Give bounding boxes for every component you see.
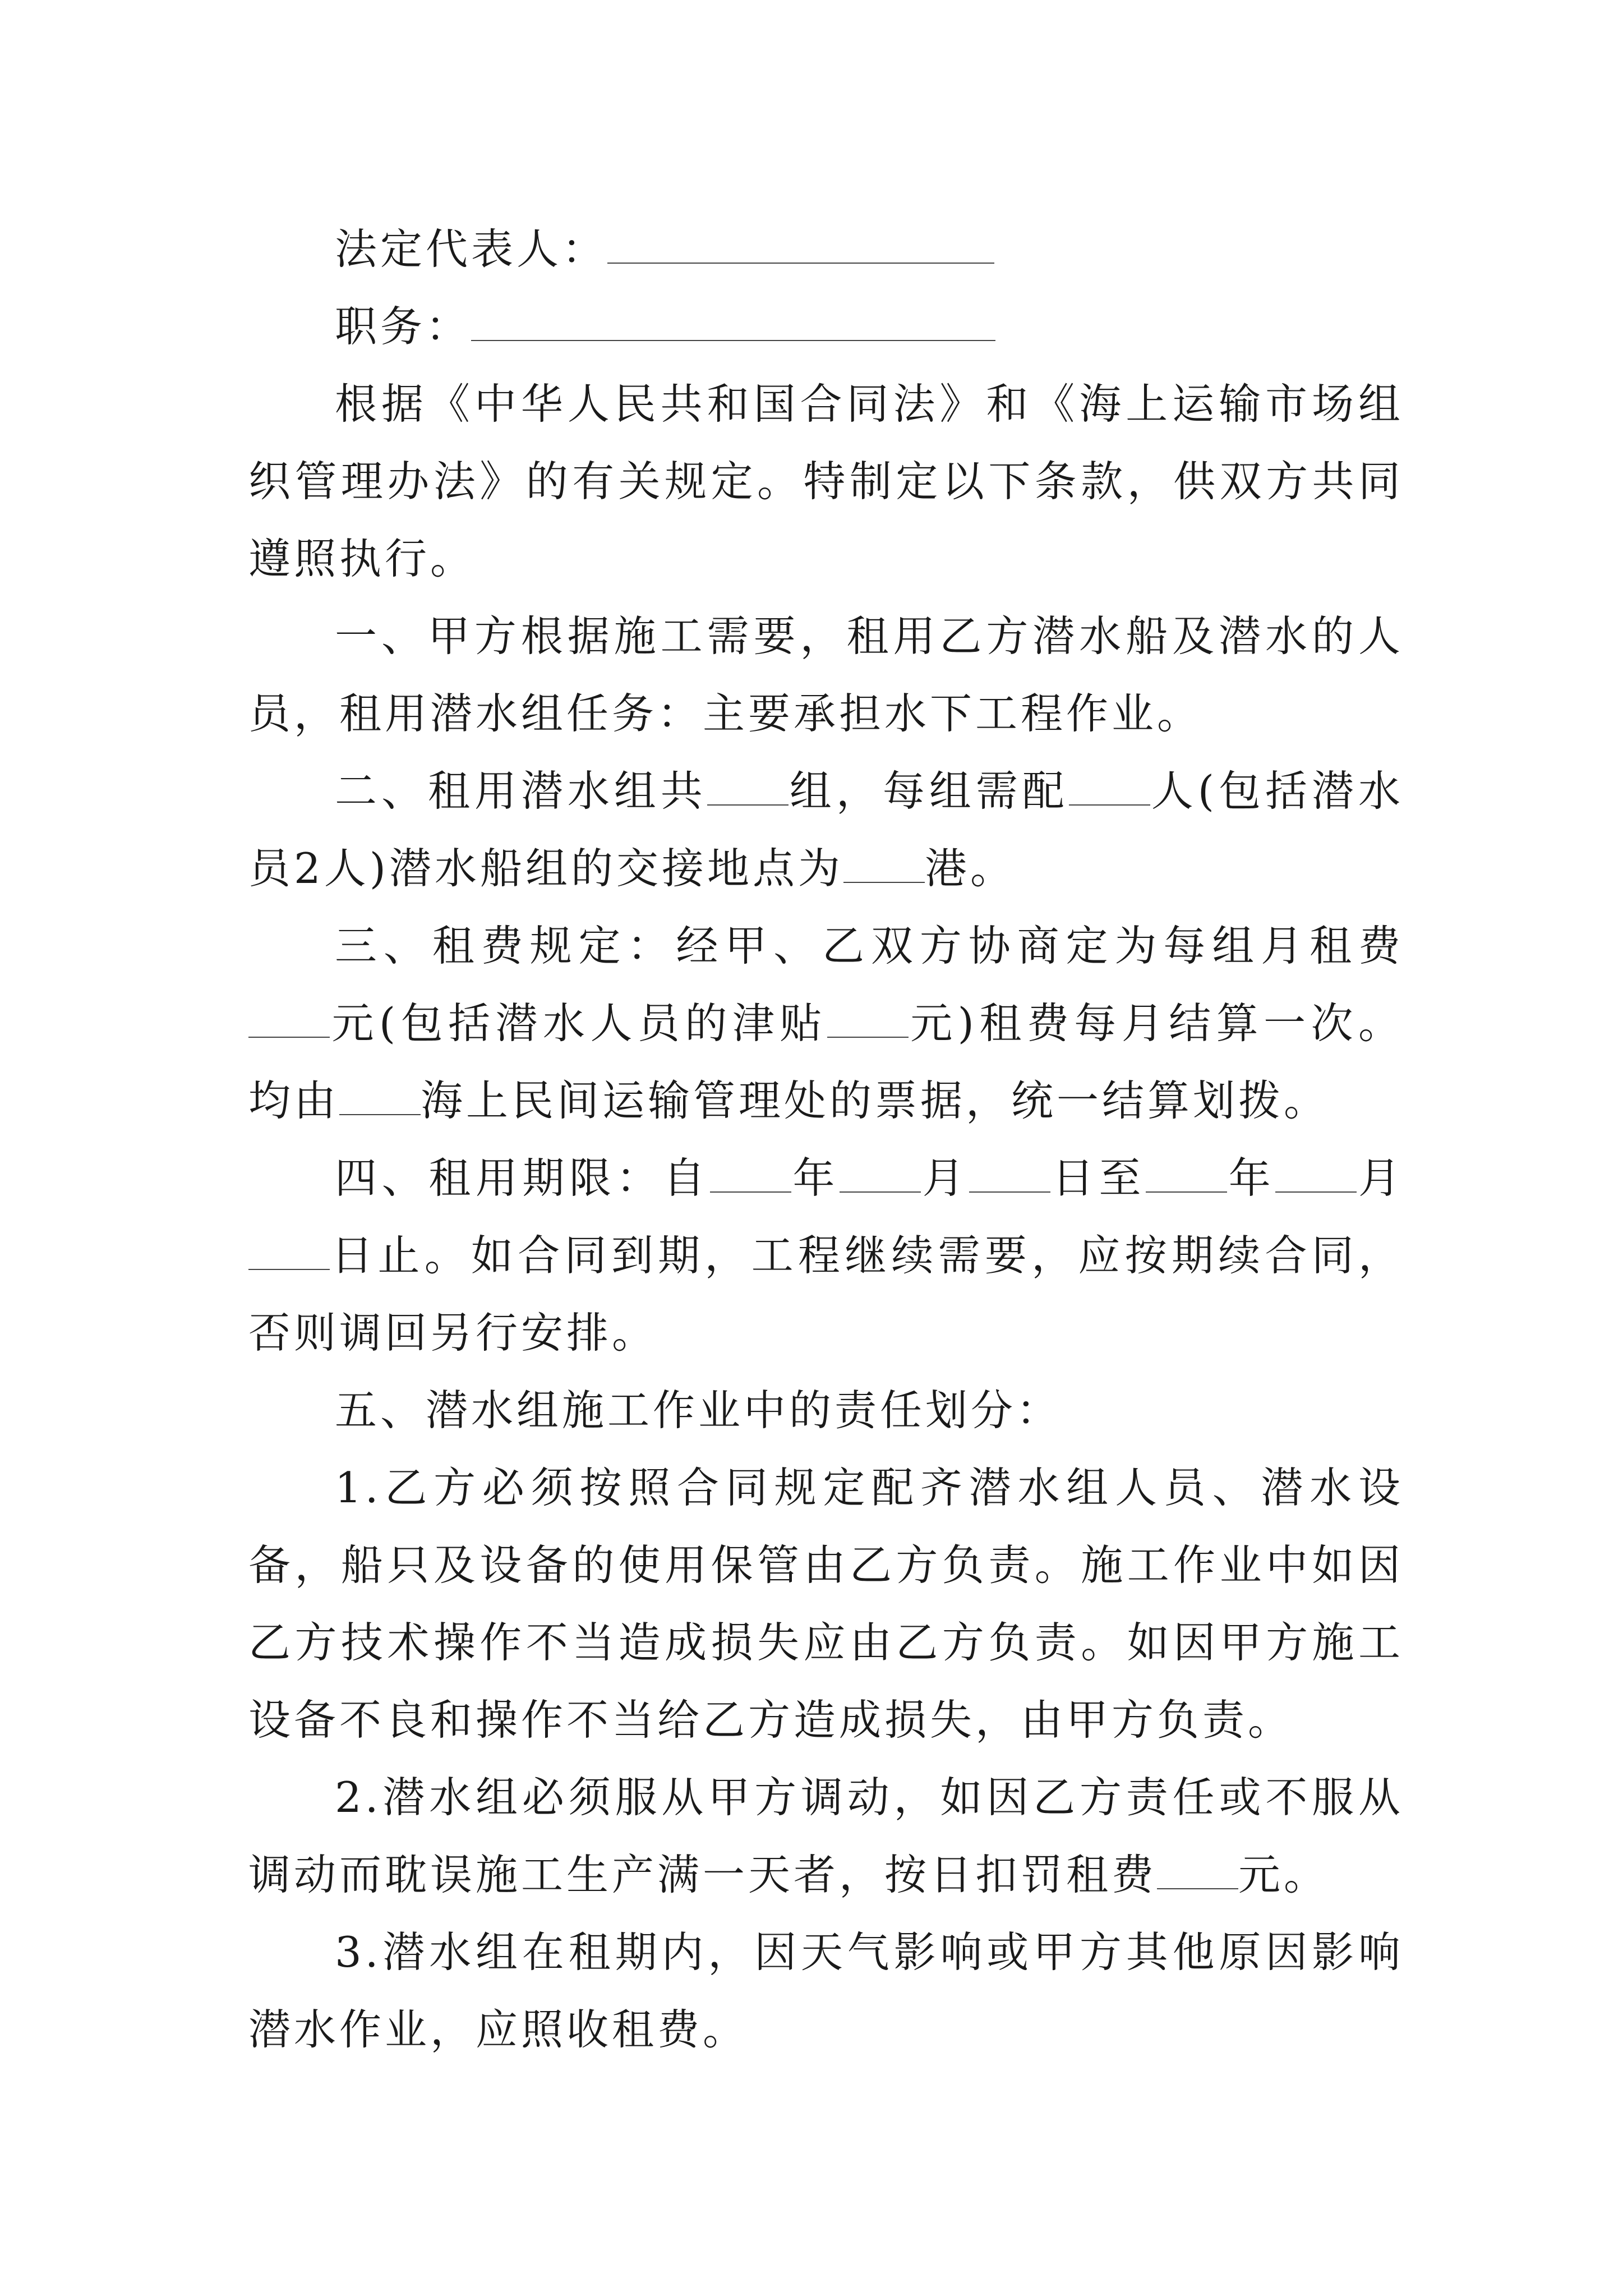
end-month-blank [1275, 1186, 1357, 1193]
legal-representative-field [248, 210, 1404, 288]
clause-4-text-d: 日至 [1050, 1153, 1146, 1203]
end-day-blank [248, 1263, 330, 1270]
position-label: 职务： [335, 302, 472, 351]
end-year-blank [1146, 1186, 1227, 1193]
start-day-blank [969, 1186, 1050, 1193]
item-2-text-b: 元。 [1238, 1850, 1330, 1899]
settlement-office-blank [339, 1108, 421, 1115]
intro-paragraph: 根据《中华人民共和国合同法》和《海上运输市场组织管理办法》的有关规定。特制定以下条款，供双方共同遵照执行。 [248, 379, 1404, 583]
clause-5-item-3: 3.潜水组在租期内，因天气影响或甲方其他原因影响潜水作业，应照收租费。 [248, 1927, 1404, 2054]
allowance-blank [827, 1031, 909, 1038]
clause-2-text-b: 组，每组需配 [788, 766, 1069, 816]
clause-4-text-f: 月 [1357, 1153, 1404, 1203]
clause-2 [248, 752, 1404, 907]
clause-4-text-b: 年 [791, 1153, 840, 1203]
clause-3-text-b: 元(包括潜水人员的津贴 [330, 999, 827, 1048]
clause-4 [248, 1139, 1404, 1372]
legal-representative-label: 法定代表人： [335, 224, 608, 274]
clause-2-text-c: 人(包括潜水员2人)潜水船组的交接地点为 [248, 766, 1404, 893]
group-count-blank [707, 799, 789, 806]
daily-penalty-blank [1157, 1883, 1238, 1889]
clause-4-text-e: 年 [1227, 1153, 1276, 1203]
clause-5-item-1: 1.乙方必须按照合同规定配齐潜水组人员、潜水设备，船只及设备的使用保管由乙方负责。施工作业中如因乙方技术操作不当造成损失应由乙方负责。如因甲方施工设备不良和操作不当给乙方造成损失，由甲方负责。 [248, 1463, 1404, 1745]
clause-5-item-2 [248, 1759, 1404, 1913]
monthly-rent-blank [248, 1031, 330, 1038]
persons-per-group-blank [1069, 799, 1150, 806]
clause-4-text-g: 日止。如合同到期，工程继续需要，应按期续合同，否则调回另行安排。 [248, 1231, 1404, 1358]
item-2-text-a: 2.潜水组必须服从甲方调动，如因乙方责任或不服从调动而耽误施工生产满一天者，按日扣罚租费 [248, 1773, 1404, 1899]
position-blank [471, 334, 995, 341]
start-month-blank [840, 1186, 921, 1193]
clause-3-text-a: 三、租费规定：经甲、乙双方协商定为每组月租费 [335, 921, 1404, 970]
clause-4-text-a: 四、租用期限：自 [335, 1153, 710, 1203]
clause-3-text-c: 元)租费每月结算一次。均由 [248, 999, 1404, 1125]
clause-5: 五、潜水组施工作业中的责任划分： [335, 1386, 1062, 1435]
clause-2-text-a: 二、租用潜水组共 [335, 766, 707, 816]
clause-2-text-d: 港。 [924, 844, 1016, 893]
clause-4-text-c: 月 [921, 1153, 970, 1203]
position-field [248, 288, 1404, 365]
clause-3 [248, 907, 1404, 1139]
handover-port-blank [843, 876, 925, 883]
legal-representative-blank [607, 257, 994, 264]
contract-body [248, 210, 1404, 2068]
start-year-blank [710, 1186, 791, 1193]
clause-3-text-d: 海上民间运输管理处的票据，统一结算划拨。 [421, 1076, 1330, 1125]
clause-1: 一、甲方根据施工需要，租用乙方潜水船及潜水的人员，租用潜水组任务：主要承担水下工程作业。 [248, 611, 1404, 738]
